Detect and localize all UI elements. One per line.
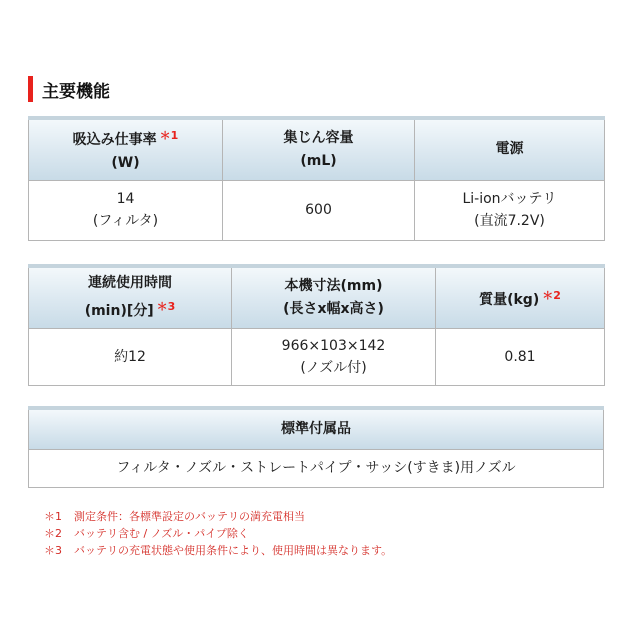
cell-value: 600 — [305, 202, 332, 218]
table-row — [29, 328, 605, 385]
footnote-1 — [44, 508, 392, 525]
header-unit: (min)[分] — [84, 303, 154, 320]
footnote-number: ＊3 — [44, 544, 62, 557]
table-row — [29, 449, 604, 487]
header-power-source — [415, 118, 605, 180]
section-title — [28, 76, 110, 102]
header-accessories: 標準付属品 — [29, 408, 604, 449]
footnote-number: ＊1 — [44, 510, 62, 523]
header-label: 電源 — [495, 141, 524, 158]
cell-runtime — [29, 328, 232, 385]
cell-dimensions — [232, 328, 436, 385]
cell-note: (直流7.2V) — [474, 213, 545, 229]
cell-weight — [436, 328, 605, 385]
footnote-number: ＊2 — [44, 527, 62, 540]
header-label: 本機寸法(mm) — [284, 277, 383, 294]
spec-table-1 — [28, 116, 605, 241]
header-dust-capacity — [223, 118, 415, 180]
footnote-text: バッテリの充電状態や使用条件により、使用時間は異なります。 — [74, 544, 393, 557]
header-label: 集じん容量 — [283, 129, 354, 146]
header-label: 質量(kg) — [479, 291, 540, 308]
accessories-table — [28, 406, 604, 488]
cell-value: 966×103×142 — [281, 337, 386, 354]
header-suction-power — [29, 118, 223, 180]
table-header-row — [29, 118, 605, 180]
cell-suction-power — [29, 180, 223, 240]
header-dimensions — [232, 266, 436, 328]
header-unit: (mL) — [300, 152, 337, 169]
cell-value: 約12 — [114, 348, 146, 365]
cell-power-source — [415, 180, 605, 240]
cell-value: 0.81 — [504, 348, 536, 365]
footnote-mark: ＊1 — [159, 129, 179, 143]
spec-table-2 — [28, 264, 605, 386]
footnote-3 — [44, 542, 392, 559]
header-unit: (長さx幅x高さ) — [283, 300, 384, 317]
header-weight — [436, 266, 605, 328]
footnote-mark: ＊3 — [156, 300, 176, 314]
header-label: 吸込み仕事率 — [72, 132, 157, 149]
footnotes — [44, 508, 392, 559]
cell-note: (ノズル付) — [300, 359, 367, 376]
cell-dust-capacity — [223, 180, 415, 240]
footnote-text: バッテリ含む / ノズル・パイプ除く — [74, 527, 249, 540]
cell-value: Li-ionバッテリ — [462, 191, 557, 207]
table-header-row — [29, 408, 604, 449]
footnote-text: 測定条件：各標準設定のバッテリの満充電相当 — [74, 510, 305, 523]
header-label: 連続使用時間 — [88, 275, 172, 292]
header-runtime — [29, 266, 232, 328]
section-accent-bar — [28, 76, 33, 102]
table-header-row — [29, 266, 605, 328]
section-title-text: 主要機能 — [42, 81, 110, 102]
cell-value: 14 — [116, 191, 135, 207]
footnote-2 — [44, 525, 392, 542]
header-unit: (W) — [111, 155, 140, 172]
cell-accessories: フィルタ・ノズル・ストレートパイプ・サッシ(すきま)用ノズル — [29, 449, 604, 487]
cell-note: (フィルタ) — [92, 213, 159, 229]
table-row — [29, 180, 605, 240]
footnote-mark: ＊2 — [542, 288, 561, 302]
